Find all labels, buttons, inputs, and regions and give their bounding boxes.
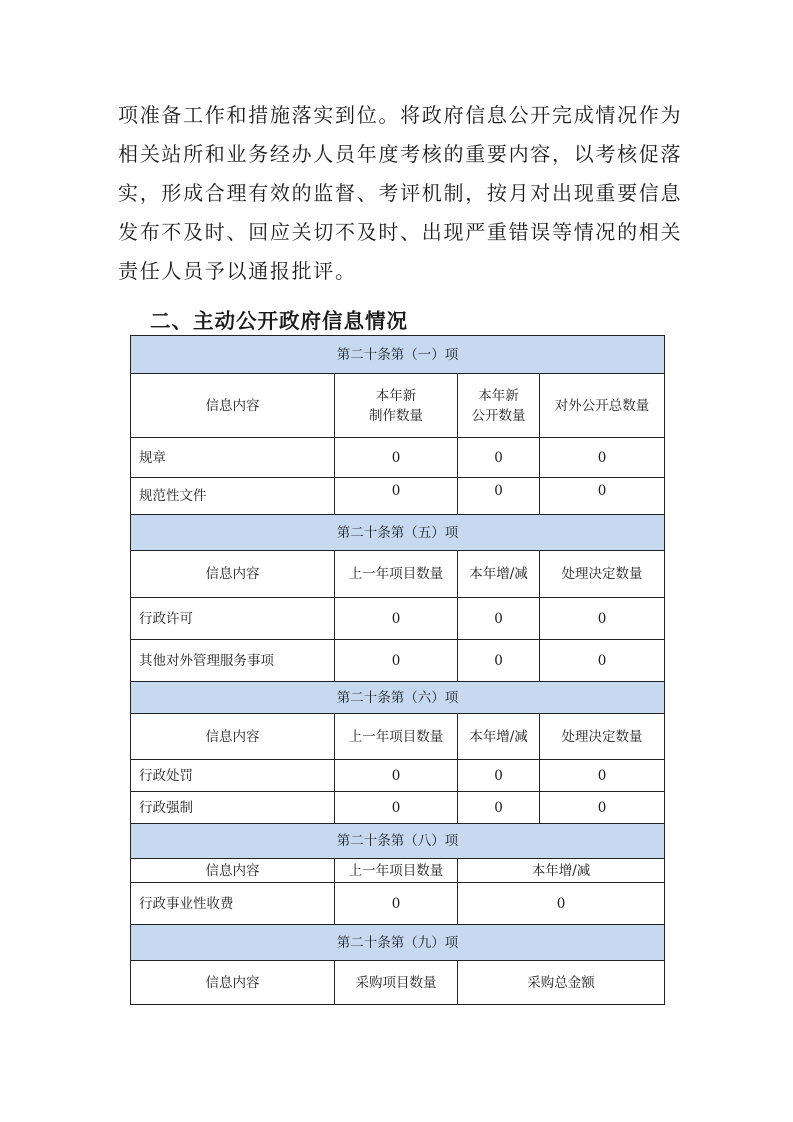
disclosure-table: [130, 335, 665, 1005]
column-header: 处理决定数量: [540, 551, 665, 598]
table-row: [131, 640, 665, 682]
section-header: 第二十条第（五）项: [131, 515, 665, 551]
column-header: 本年增/减: [458, 859, 665, 883]
section-header-row: [131, 515, 665, 551]
column-header: 本年新 制作数量: [335, 374, 458, 438]
column-header: 本年增/减: [458, 551, 540, 598]
row-label: 规范性文件: [131, 478, 335, 515]
column-header: 上一年项目数量: [335, 714, 458, 760]
row-label: 行政许可: [131, 598, 335, 640]
table-row: [131, 478, 665, 515]
column-header: 上一年项目数量: [335, 859, 458, 883]
section-header-row: [131, 824, 665, 859]
intro-line: 实，形成合理有效的监督、考评机制，按月对出现重要信息: [118, 181, 683, 205]
section-header: 第二十条第（六）项: [131, 682, 665, 714]
column-header: 信息内容: [131, 961, 335, 1005]
table-row: [131, 792, 665, 824]
cell-value: 0: [335, 478, 458, 515]
table-row: [131, 598, 665, 640]
column-header: 处理决定数量: [540, 714, 665, 760]
cell-value: 0: [458, 883, 665, 925]
column-header-row: [131, 374, 665, 438]
column-header: 本年增/减: [458, 714, 540, 760]
cell-value: 0: [458, 478, 540, 515]
column-header: 信息内容: [131, 374, 335, 438]
cell-value: 0: [335, 640, 458, 682]
cell-value: 0: [335, 883, 458, 925]
cell-value: 0: [458, 598, 540, 640]
section-header: 第二十条第（八）项: [131, 824, 665, 859]
cell-value: 0: [335, 438, 458, 478]
column-header: 上一年项目数量: [335, 551, 458, 598]
section-header-row: [131, 925, 665, 961]
intro-line: 发布不及时、回应关切不及时、出现严重错误等情况的相关: [118, 220, 683, 244]
cell-value: 0: [458, 438, 540, 478]
cell-value: 0: [335, 760, 458, 792]
table-row: [131, 760, 665, 792]
row-label: 行政强制: [131, 792, 335, 824]
cell-value: 0: [458, 760, 540, 792]
column-header: 采购项目数量: [335, 961, 458, 1005]
table-row: [131, 438, 665, 478]
cell-value: 0: [540, 760, 665, 792]
column-header: 对外公开总数量: [540, 374, 665, 438]
cell-value: 0: [540, 640, 665, 682]
column-header: 信息内容: [131, 714, 335, 760]
cell-value: 0: [540, 598, 665, 640]
section-header-row: [131, 682, 665, 714]
cell-value: 0: [540, 478, 665, 515]
intro-line: 责任人员予以通报批评。: [118, 259, 357, 283]
row-label: 行政处罚: [131, 760, 335, 792]
intro-line: 项准备工作和措施落实到位。将政府信息公开完成情况作为: [118, 103, 683, 127]
column-header-row: [131, 551, 665, 598]
column-header-row: [131, 859, 665, 883]
table-row: [131, 883, 665, 925]
intro-paragraph: [118, 96, 683, 291]
column-header-row: [131, 961, 665, 1005]
cell-value: 0: [458, 640, 540, 682]
cell-value: 0: [540, 792, 665, 824]
row-label: 其他对外管理服务事项: [131, 640, 335, 682]
column-header: 信息内容: [131, 859, 335, 883]
section-header: 第二十条第（一）项: [131, 336, 665, 374]
column-header: 本年新 公开数量: [458, 374, 540, 438]
section-header: 第二十条第（九）项: [131, 925, 665, 961]
row-label: 规章: [131, 438, 335, 478]
section-header-row: [131, 336, 665, 374]
cell-value: 0: [335, 598, 458, 640]
cell-value: 0: [540, 438, 665, 478]
cell-value: 0: [335, 792, 458, 824]
section-title: 二、主动公开政府信息情况: [150, 309, 408, 333]
column-header: 采购总金额: [458, 961, 665, 1005]
column-header: 信息内容: [131, 551, 335, 598]
intro-line: 相关站所和业务经办人员年度考核的重要内容，以考核促落: [118, 142, 683, 166]
row-label: 行政事业性收费: [131, 883, 335, 925]
column-header-row: [131, 714, 665, 760]
cell-value: 0: [458, 792, 540, 824]
